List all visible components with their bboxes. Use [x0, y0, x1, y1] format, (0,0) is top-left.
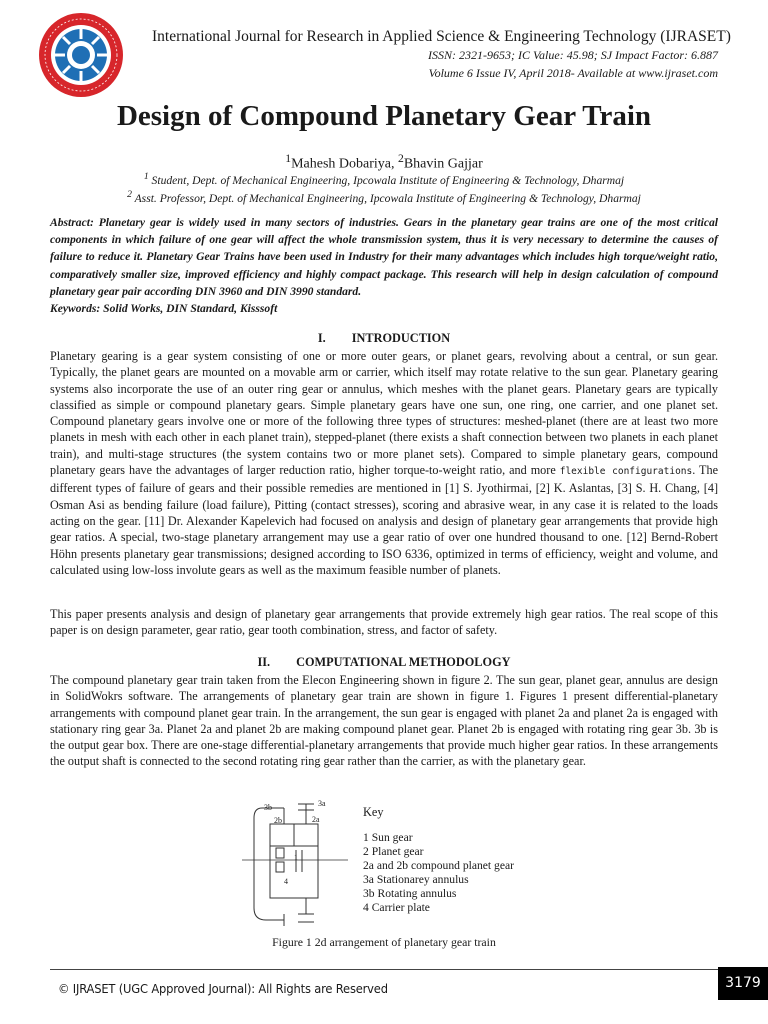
figure-key-item: 3b Rotating annulus	[363, 887, 457, 900]
abstract-text: Abstract: Planetary gear is widely used in many sectors of industries. Gears in the planetary gear trains are one of the most critical components in which failure of one gear will affect the whole transmission system, thus it is very necessary to determine the causes of failure to reduce it. Planetary Gear Trains have been used in Industry for their many advantages which includes high torque/weight ratio, comparatively smaller size, improved efficiency and highly compact package. This research will help in design calculation of compound planetary gear pair according DIN 3960 and DIN 3990 standard.	[50, 216, 718, 298]
journal-logo-icon	[36, 10, 126, 100]
figure-caption: Figure 1 2d arrangement of planetary gear train	[272, 935, 496, 949]
paper-authors: $^1$Mahesh Dobariya, $^2$Bhavin Gajjar	[285, 152, 483, 172]
journal-issn: ISSN: 2321-9653; IC Value: 45.98; SJ Impact Factor: 6.887	[428, 48, 718, 62]
intro-paragraph-1: Planetary gearing is a gear system consisting of one or more outer gears, or planet gears, revolving about a central, or sun gear. Typically, the planet gears are mounted on a movable arm or carrier, which itself may rotate relative to the sun gear. Planetary gearing systems also incorporate the use of an outer ring gear or annulus, which meshes with the planet gears. Planetary gears are typically classified as simple or compound planetary gears. Simple planetary gears have one sun, one ring, one carrier, and one planet set. Compound planetary gears involve one or more of the following three types of structures: meshed-planet (there are at least two more planets in mesh with each other in each planet train), stepped-planet (there exists a shaft connection between two planets in each planet train), and multi-stage structures (the system contains two or more planet sets). Compared to simple planetary gears, compound planetary gears have the advantages of larger reduction ratio, higher torque-to-weight ratio, and more flexible configurations. The different types of failure of gears and their possible remedies are mentioned in [1] S. Jyothirmai, [2] K. Aslantas, [3] S. H. Chang, [4] Osman Asi as bending failure (load failure), Pitting (contact stresses), scoring and abrasive wear, in any case it is related to the loads acting on the gear. [11] Dr. Alexander Kapelevich had focused on analysis and design of planetary gear arrangements that provide high gear ratios. A special, two-stage planetary arrangement may use a gear ratio of over one hundred thousand to one. [12] Bernd-Robert Höhn presents planetary gear transmissions; designed according to ISO 6336, optimized in terms of efficiency, weight and volume, and calculated using low-loss involute gears as well as the maximum feasible number of planets.	[50, 349, 718, 577]
intro-paragraph-2: This paper presents analysis and design of planetary gear arrangements that provide extremely high gear ratios. The real scope of this paper is on design parameter, gear ratio, gear tooth combination, stress, and factor of safety.	[50, 607, 718, 638]
gear-train-diagram	[240, 796, 350, 934]
diagram-label-4: 4	[284, 877, 288, 886]
affiliation-2: $^2$ Asst. Professor, Dept. of Mechanical Engineering, Ipcowala Institute of Engineering & Technology, Dharmaj	[127, 189, 641, 205]
figure-key-item: 2 Planet gear	[363, 845, 424, 858]
diagram-label-1: 1	[294, 853, 298, 862]
diagram-label-2a: 2a	[312, 815, 320, 824]
diagram-label-3b: 3b	[264, 803, 272, 812]
keywords: Keywords: Solid Works, DIN Standard, Kisssoft	[50, 302, 278, 316]
figure-key	[363, 805, 514, 915]
section-heading-methodology: II. COMPUTATIONAL METHODOLOGY	[257, 655, 511, 669]
journal-volume: Volume 6 Issue IV, April 2018- Available at www.ijraset.com	[428, 66, 718, 80]
figure-key-item: 4 Carrier plate	[363, 901, 430, 914]
diagram-label-2b: 2b	[274, 816, 282, 825]
footer-divider	[50, 969, 718, 970]
figure-key-item: 1 Sun gear	[363, 831, 413, 844]
figure-key-title: Key	[363, 805, 384, 819]
abstract	[50, 214, 718, 317]
paper-title: Design of Compound Planetary Gear Train	[116, 100, 652, 132]
journal-title: International Journal for Research in Applied Science & Engineering Technology (IJRASET)	[152, 28, 731, 45]
page-number: 3179	[718, 967, 768, 1000]
footer-copyright: © IJRASET (UGC Approved Journal): All Rights are Reserved	[58, 981, 388, 996]
figure-key-item: 2a and 2b compound planet gear	[363, 859, 514, 872]
figure-key-item: 3a Stationarey annulus	[363, 873, 469, 886]
diagram-label-3a: 3a	[318, 799, 326, 808]
affiliation-1: $^1$ Student, Dept. of Mechanical Engineering, Ipcowala Institute of Engineering & Technology, Dharmaj	[143, 171, 625, 187]
section-heading-introduction: I. INTRODUCTION	[317, 331, 451, 345]
methodology-paragraph-1: The compound planetary gear train taken from the Elecon Engineering shown in figure 2. The sun gear, planet gear, annulus are design in SolidWokrs software. The arrangements of planetary gear train are shown in figure 1. Figures 1 present differential-planetary arrangements with compound planet gear train. In the arrangement, the sun gear is engaged with planet 2a and planet 2a is engaged with stationary ring gear 3a. Planet 2a and planet 2b are making compound planet gear. Planet 2b is engaged with rotating ring gear 3b. 3b is the output gear box. There are one-stage differential-planetary arrangements that provide much higher gear ratios. In these arrangements the output shaft is connected to the second rotating ring gear rather than the carrier, as with the planetary gear.	[50, 673, 718, 769]
